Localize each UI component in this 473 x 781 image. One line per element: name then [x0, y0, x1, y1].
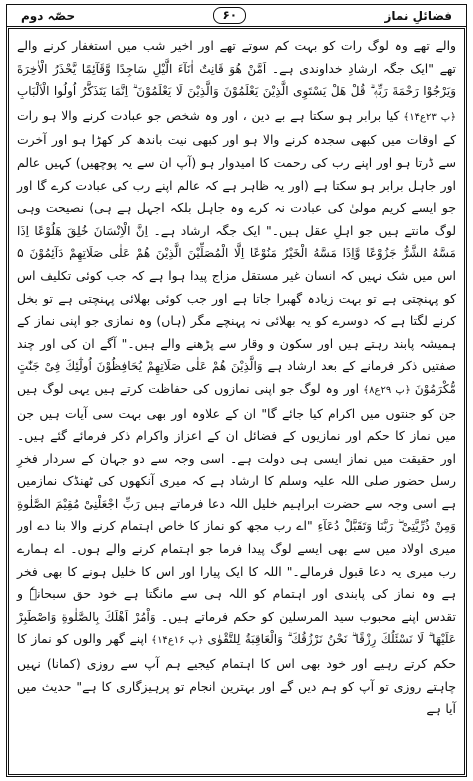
body-text: [17, 35, 456, 721]
quran-verse: وَاْمُرْ اَهْلَكَ بِالصَّلٰوةِ وَاصْطَبِرْ عَلَيْهَا ۗ لَا نَسْئَلُكَ رِزْقًا ۗ نَحْنُ نَرْزُقُكَ ۗ وَالْعَاقِبَةُ لِلتَّقْوٰى: [17, 609, 457, 647]
urdu-text: اور وہ لوگ جو اپنی نمازوں کی حفاظت کرتے ہیں یہی لوگ ہیں جن کو جنتوں میں اکرام کیا جائے گا" ان کے علاوہ اور بھی بہت سی آیات ہیں جن میں نماز کا حکم اور نمازیوں کے فضائل ان کے اعزاز واکرام ذکر فرمائے گئے ہیں۔ اور حقیقت میں نماز ایسی ہی دولت ہے۔ اسی وجہ سے دو جہان کے سردار فخرِ رسل حضور صلی اللہ علیہ وسلم کا ارشاد ہے کہ میری آنکھوں کی ٹھنڈک نمازمیں ہے اسی وجہ سے حضرت ابراہیم خلیل اللہ دعا فرماتے ہیں: [17, 380, 457, 511]
chapter-title: حصّہ دوم: [21, 8, 76, 23]
book-title: فضائلِ نماز: [384, 8, 452, 23]
page: [6, 4, 467, 777]
urdu-text: ۵ اس میں شک نہیں کہ انسان غیر مستقل مزاج پیدا ہوا ہے کہ جب کوئی تکلیف اس کو پہنچتی ہے تو بہت زیادہ گھبرا جاتا ہے اور جب کوئی بھلائی پہنچتی ہے تو بخل کرنے لگتا ہے کہ دوسرے کو یہ بھلائی نہ پہنچے مگر (ہاں) وہ نمازی جو اپنی نماز کے ہمیشہ پابند رہتے ہیں اور سکون و وقار سے پڑھنے والے ہیں۔" آگے ان کی اور چند صفتیں ذکر فرمانے کے بعد ارشاد ہے: [17, 245, 456, 374]
text-frame: [6, 26, 467, 777]
page-number: ۶۰: [213, 7, 246, 24]
quran-verse: رَبِّ اجْعَلْنِىْ مُقِيْمَ الصَّلٰوةِ وَمِنْ ذُرِّيَّتِىْ ۖ رَبَّنَا وَتَقَبَّلْ دُعَآءِ: [17, 496, 456, 534]
urdu-text: والے تھے وہ لوگ رات کو بہت کم سوتے تھے اور اخیر شب میں استغفار کرنے والے تھے "ایک جگہ ارشادِ خداوندی ہے۔: [17, 38, 456, 76]
verse-reference: ﴿پ ۲۳ع۱۴﴾: [399, 111, 456, 123]
page-header: [6, 4, 467, 26]
urdu-text: اپنے گھر والوں کو نماز کا حکم کرتے رہیے اور خود بھی اس کا اہتمام کیجیے ہم آپ سے روزی (کمانا) نہیں چاہتے روزی تو آپ کو ہم دیں گے اور بہترین انجام تو پرہیزگاری کا ہے" حدیث میں آیا ہے: [17, 631, 456, 717]
verse-reference: ﴿پ ۱۶ع۱۴﴾: [147, 635, 208, 647]
quran-verse: اِنَّ الْاِنْسَانَ خُلِقَ هَلُوْعًا اِذَا مَسَّهُ الشَّرُّ جَزُوْعًا وَّاِذَا مَسَّهُ الْخَيْرُ مَنُوْعًا اِلَّا الْمُصَلِّيْنَ الَّذِيْنَ هُمْ عَلٰى صَلَاتِهِمْ دَآئِمُوْنَ: [17, 223, 456, 261]
urdu-text: "اے رب مجھ کو نماز کا خاص اہتمام کرنے والا بنا دے اور میری اولاد میں سے بھی ایسے لوگ پیدا فرما جو اہتمام کرنے والے ہوں۔ اے ہمارے رب میری یہ دعا قبول فرمالے۔" اللہ کا ایک پیارا اور اس کا خلیل ہونے کا بھی فخر ہے وہ نماز کی پابندی اور اہتمام کو اللہ ہی سے مانگتا ہے خود حق سبحانہٗ و تقدس اپنے محبوب سید المرسلین کو حکم فرماتے ہیں۔: [17, 518, 456, 624]
urdu-text: کیا برابر ہو سکتا ہے بے دین ، اور وہ شخص جو عبادت کرنے والا ہو رات کے اوقات میں کبھی سجدہ کرنے والا ہو اور کبھی نیت باندھ کر کھڑا ہو اور آخرت سے ڈرتا ہو اور اپنے رب کی رحمت کا امیدوار ہو (آپ ان سے یہ پوچھیں) کہیں عالم اور جاہل برابر ہو سکتا ہے (اور یہ ظاہر ہے کہ عالم اپنے رب کی عبادت کرے گا اور جو ایسے کریم مولیٰ کی عبادت نہ کرے وہ جاہل بلکہ اجہل ہے ہی) نصیحت وہی لوگ مانتے ہیں جو اہلِ عقل ہیں۔" ایک جگہ ارشاد ہے۔: [17, 107, 456, 238]
verse-reference: ﴿پ ۲۹ع۸﴾: [359, 384, 415, 396]
paragraph: [17, 35, 456, 721]
quran-verse: اَمَّنْ هُوَ قَانِتٌ اٰنَآءَ الَّيْلِ سَاجِدًا وَّقَآئِمًا يَّحْذَرُ الْاٰخِرَةَ وَيَرْجُوْا رَحْمَةَ رَبِّهٖ ۗ قُلْ هَلْ يَسْتَوِى الَّذِيْنَ يَعْلَمُوْنَ وَالَّذِيْنَ لَا يَعْلَمُوْنَ ۗ اِنَّمَا يَتَذَكَّرُ اُولُوا الْاَلْبَابِ: [17, 61, 456, 99]
quran-verse: وَالَّذِيْنَ هُمْ عَلٰى صَلَاتِهِمْ يُحَافِظُوْنَ اُولٰٓئِكَ فِىْ جَنّٰتٍ مُّكْرَمُوْنَ: [17, 359, 456, 396]
